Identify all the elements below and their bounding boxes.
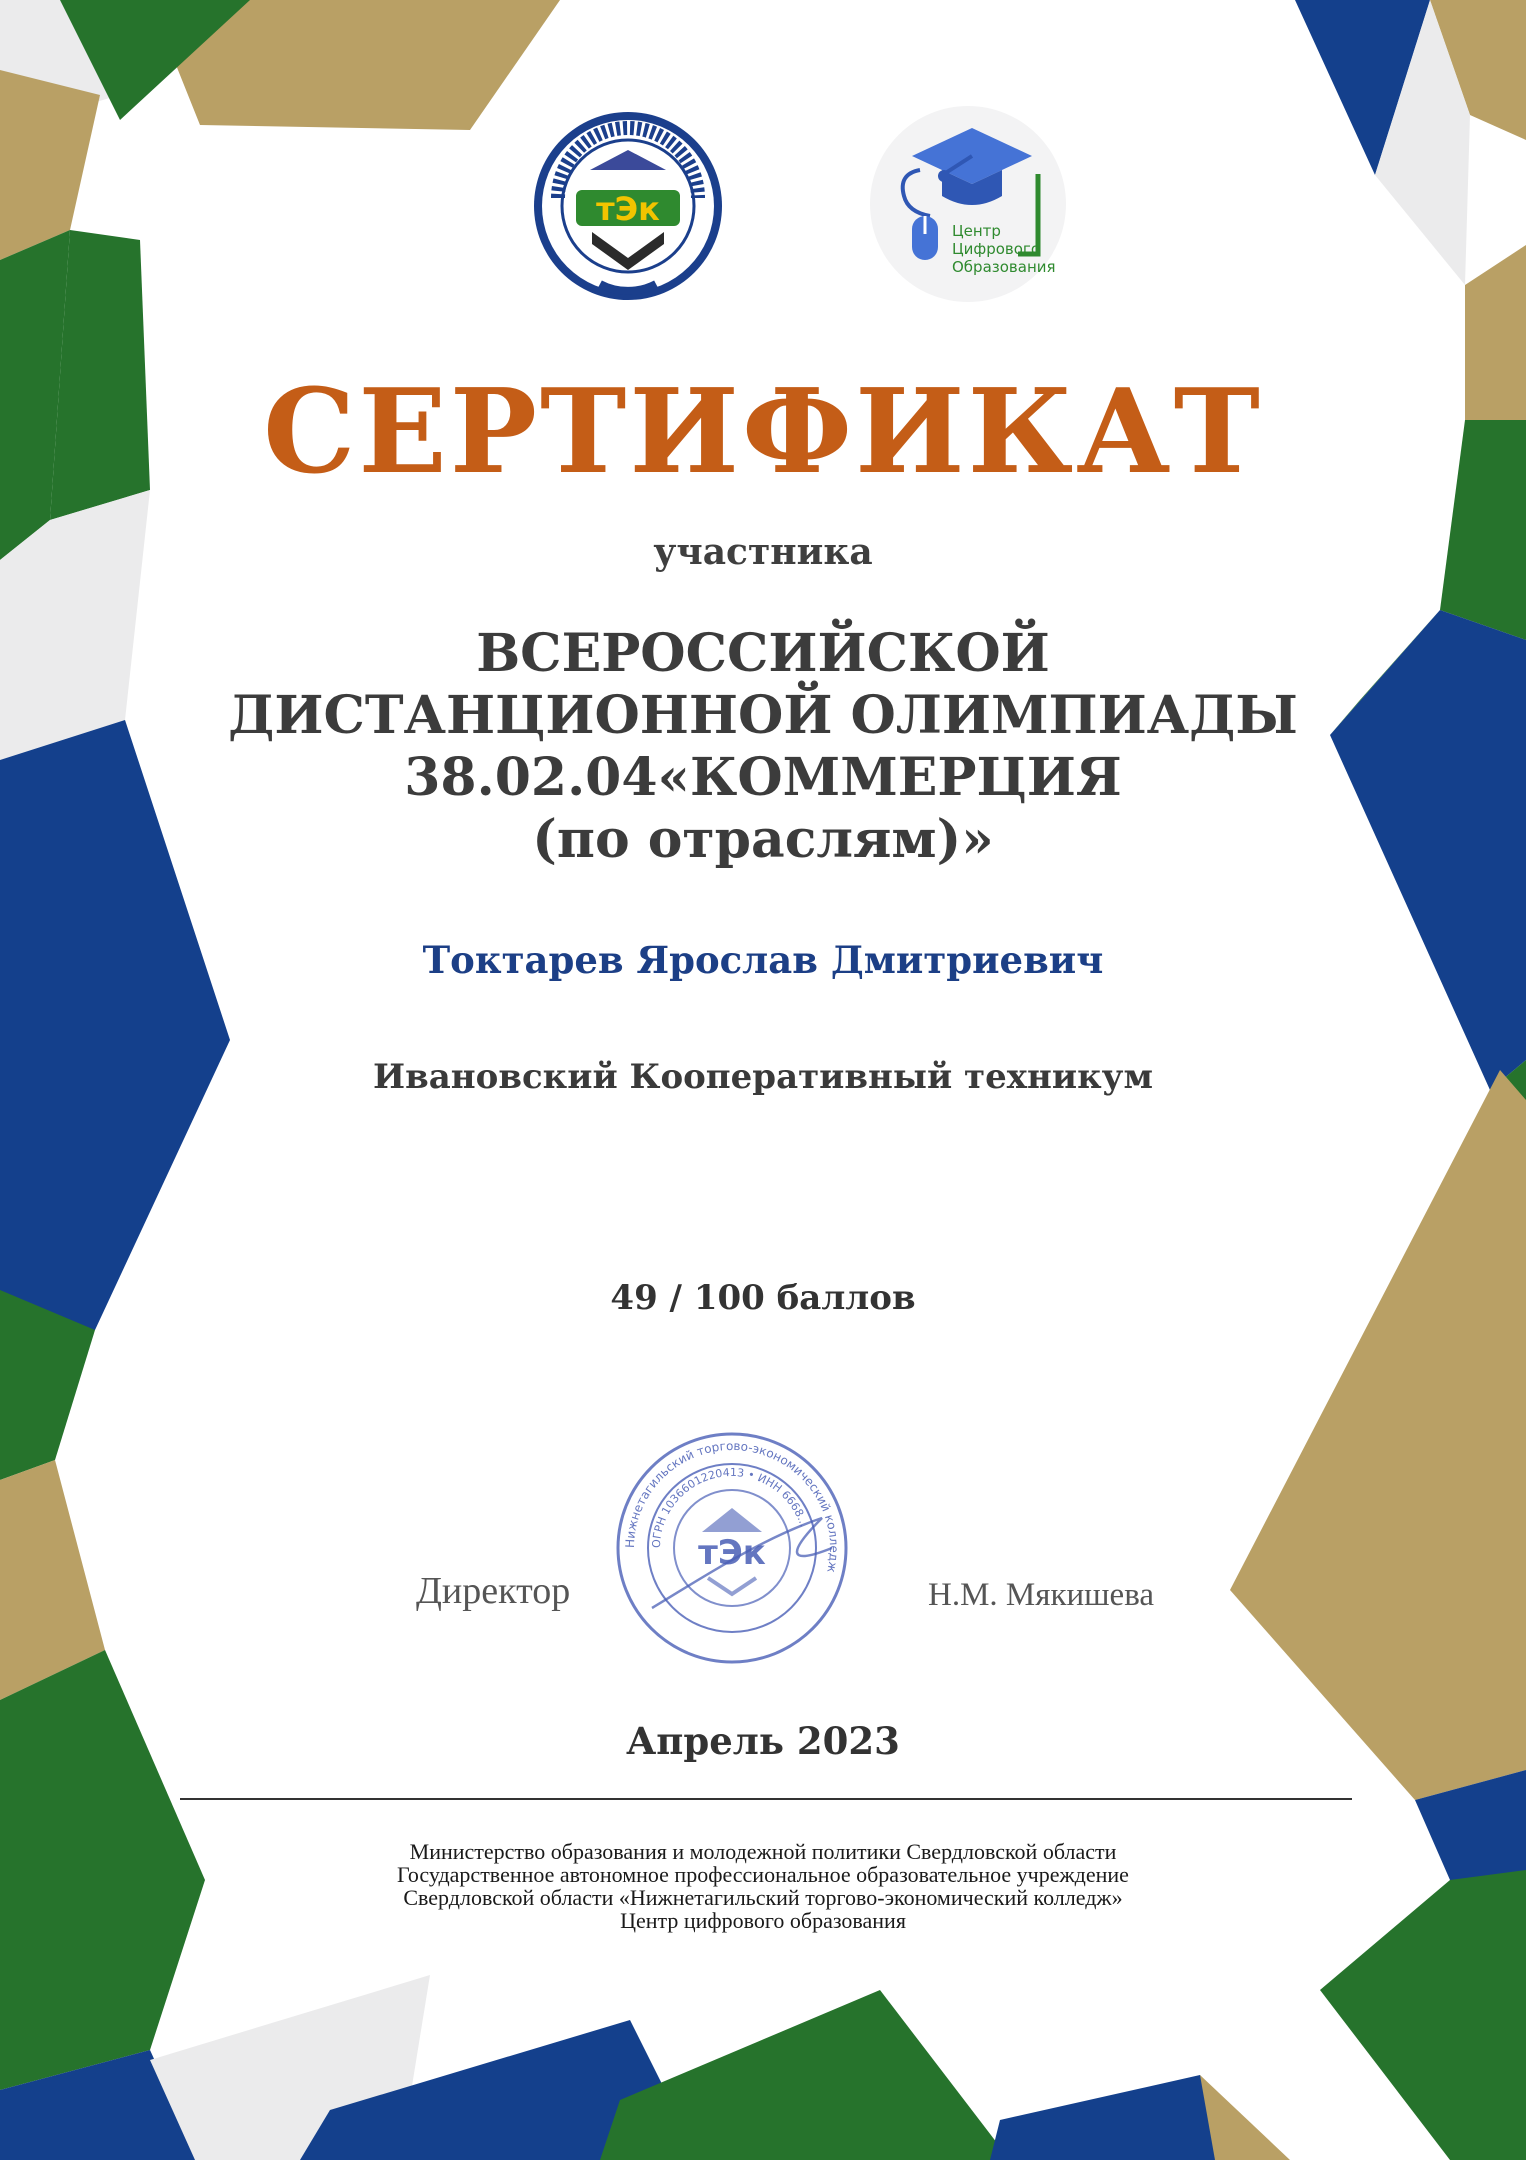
olympiad-title-line: ДИСТАНЦИОННОЙ ОЛИМПИАДЫ xyxy=(228,685,1298,746)
logo-text-line: Образования xyxy=(952,258,1056,276)
footer-line: Центр цифрового образования xyxy=(620,1908,906,1933)
stamp-ring-text: Нижнетагильский торгово-экономический колледж xyxy=(622,1438,842,1574)
olympiad-title-line: (по отраслям)» xyxy=(532,809,994,870)
olympiad-title xyxy=(0,623,1526,871)
participant-name: Токтарев Ярослав Дмитриевич xyxy=(422,938,1104,982)
footer-divider xyxy=(180,1798,1352,1800)
deco-shape xyxy=(600,1990,1010,2160)
footer-line: Министерство образования и молодежной политики Свердловской области xyxy=(409,1839,1117,1864)
emblem-badge-text: тЭк xyxy=(596,190,660,228)
deco-shape xyxy=(0,70,100,260)
score-text: 49 / 100 баллов xyxy=(610,1278,916,1318)
stamp-ogrn-text: ОГРН 1036601220413 • ИНН 6668... xyxy=(649,1465,811,1549)
graduation-cap-mouse-icon xyxy=(868,104,1068,304)
signature-name: Н.М. Мякишева xyxy=(928,1577,1154,1613)
footer-line: Свердловской области «Нижнетагильский торгово-экономический колледж» xyxy=(403,1885,1123,1910)
official-stamp-icon xyxy=(612,1428,852,1668)
issue-date: Апрель 2023 xyxy=(626,1719,900,1763)
stamp-badge-text: тЭк xyxy=(698,1533,766,1573)
logo-text-line: Центр xyxy=(952,222,1001,240)
certificate-subtitle: участника xyxy=(653,531,873,573)
footer-line: Государственное автономное профессиональное образовательное учреждение xyxy=(397,1862,1129,1887)
logo-text-line: Цифрового xyxy=(952,240,1040,258)
olympiad-title-line: 38.02.04«КОММЕРЦИЯ xyxy=(404,747,1122,808)
certificate-title: СЕРТИФИКАТ xyxy=(263,364,1263,500)
participant-organization: Ивановский Кооперативный техникум xyxy=(373,1057,1153,1097)
footer-issuer xyxy=(0,1840,1526,1932)
deco-shape xyxy=(1200,2075,1290,2160)
olympiad-title-line: ВСЕРОССИЙСКОЙ xyxy=(476,623,1050,684)
deco-shape xyxy=(1230,1070,1526,1800)
signature-role: Директор xyxy=(416,1570,571,1612)
college-emblem-icon xyxy=(530,108,726,304)
